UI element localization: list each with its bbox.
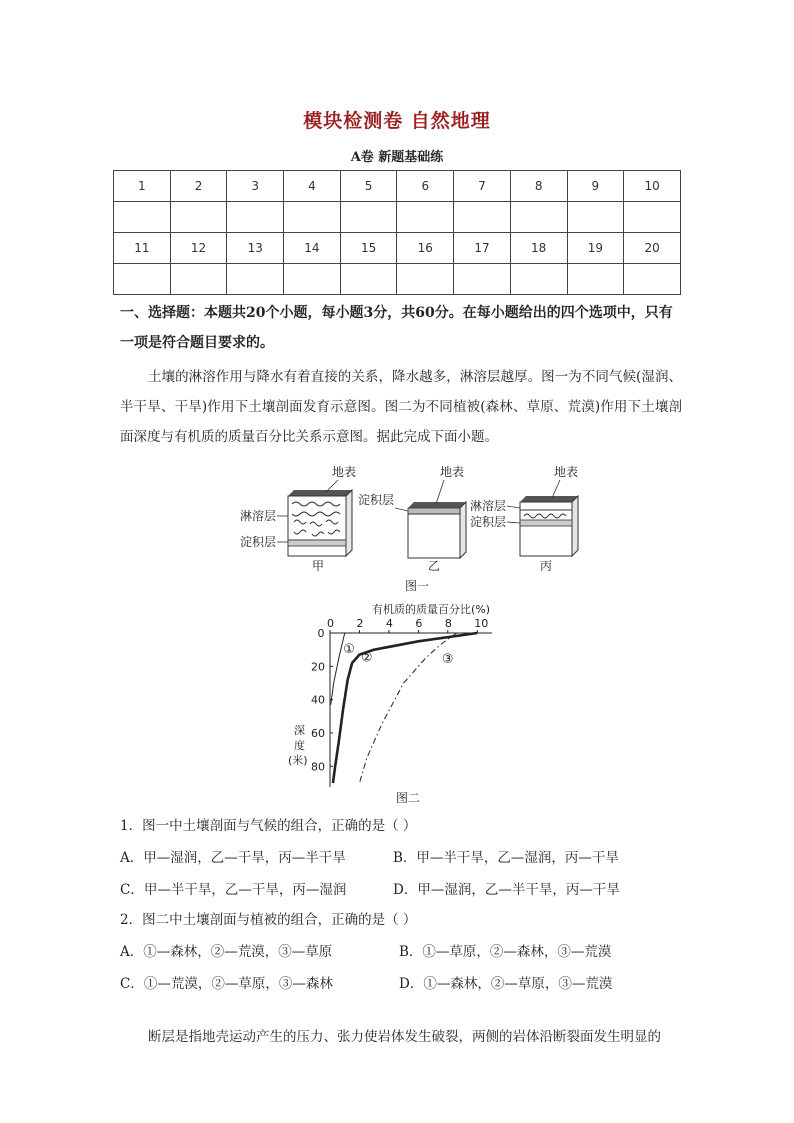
y-axis-label-3: (米) (288, 754, 308, 767)
series-label-2: ② (360, 650, 373, 666)
question-number-cell: 13 (227, 233, 284, 264)
question-2-option-a[interactable]: A．①—森林，②—荒漠，③—草原 (120, 944, 333, 960)
question-number-cell: 8 (510, 171, 567, 202)
answer-cell[interactable] (567, 264, 624, 295)
page-title: 模块检测卷 自然地理 (303, 110, 491, 132)
chart-x-ticks (327, 617, 488, 633)
x-tick-label: 4 (385, 617, 393, 630)
answer-cell[interactable] (284, 264, 341, 295)
x-tick-label: 10 (474, 617, 489, 630)
question-1-option-a[interactable]: A．甲—湿润，乙—干旱，丙—半干旱 (120, 850, 346, 866)
series-label-3: ③ (441, 652, 454, 667)
question-1-option-d[interactable]: D．甲—湿润，乙—半干旱，丙—干旱 (393, 882, 620, 898)
question-number-cell: 14 (284, 233, 341, 264)
answer-cell[interactable] (114, 264, 171, 295)
intro-passage: 土壤的淋溶作用与降水有着直接的关系，降水越多，淋溶层越厚。图一为不同气候(湿润、半干旱、干旱)作用下土壤剖面发育示意图。图二为不同植被(森林、草原、荒漠)作用下土壤剖面深度与有机质的质量百分比关系示意图。据此完成下面小题。 (120, 369, 682, 445)
answer-blank-row (114, 202, 681, 233)
surface-label-jia: 地表 (332, 465, 357, 479)
y-tick-label: 20 (311, 660, 325, 674)
question-number-cell: 19 (567, 233, 624, 264)
answer-cell[interactable] (340, 202, 397, 233)
question-number-cell: 4 (284, 171, 341, 202)
figure-2-caption: 图二 (396, 791, 421, 805)
question-number-cell: 18 (510, 233, 567, 264)
question-number-cell: 5 (340, 171, 397, 202)
answer-cell[interactable] (624, 264, 681, 295)
answer-cell[interactable] (397, 202, 454, 233)
question-number-cell: 16 (397, 233, 454, 264)
question-number-cell: 15 (340, 233, 397, 264)
answer-cell[interactable] (397, 264, 454, 295)
page-subtitle: A卷 新题基础练 (350, 150, 444, 165)
answer-number-row (114, 171, 681, 202)
leaching-label-bing: 淋溶层 (470, 499, 507, 513)
y-tick-label: 40 (311, 693, 325, 707)
deposit-label-jia: 淀积层 (240, 535, 277, 549)
answer-blank-row (114, 264, 681, 295)
question-number-cell: 2 (170, 171, 227, 202)
answer-cell[interactable] (510, 202, 567, 233)
y-axis-label-1: 深 (294, 724, 305, 737)
answer-cell[interactable] (227, 264, 284, 295)
profile-yi (408, 502, 466, 558)
leaching-label-jia: 淋溶层 (240, 509, 277, 523)
section-heading: 一、选择题：本题共20个小题，每小题3分，共60分。在每小题给出的四个选项中，只有一项是符合题目要求的。 (120, 305, 673, 351)
question-number-cell: 7 (454, 171, 511, 202)
y-tick-label: 60 (311, 727, 325, 740)
surface-label-bing: 地表 (554, 465, 579, 479)
question-number-cell: 6 (397, 171, 454, 202)
figure-1-soil-profiles (230, 458, 600, 593)
deposit-label-yi: 淀积层 (358, 493, 395, 507)
figure-1-caption: 图一 (405, 579, 430, 593)
question-number-cell: 17 (454, 233, 511, 264)
series-label-1: ① (343, 642, 355, 657)
answer-cell[interactable] (170, 264, 227, 295)
question-1-option-b[interactable]: B．甲—半干旱，乙—湿润，丙—干旱 (393, 850, 619, 866)
x-tick-label: 0 (327, 617, 334, 630)
y-axis-label-2: 度 (294, 739, 305, 752)
x-tick-label: 8 (444, 617, 452, 630)
profile-name-yi: 乙 (428, 559, 441, 573)
answer-cell[interactable] (454, 202, 511, 233)
answer-table (113, 170, 681, 295)
next-passage: 断层是指地壳运动产生的压力、张力使岩体发生破裂，两侧的岩体沿断裂面发生明显的 (148, 1029, 661, 1045)
y-tick-label: 0 (317, 627, 325, 640)
question-number-cell: 9 (567, 171, 624, 202)
question-number-cell: 11 (114, 233, 171, 264)
profile-name-jia: 甲 (312, 559, 325, 573)
profile-jia (288, 490, 352, 556)
question-1-stem: 1．图一中土壤剖面与气候的组合，正确的是（ ） (120, 818, 417, 834)
surface-label-yi: 地表 (440, 465, 465, 479)
figure-2-chart (280, 600, 520, 810)
answer-cell[interactable] (454, 264, 511, 295)
answer-cell[interactable] (624, 202, 681, 233)
deposit-label-bing: 淀积层 (470, 515, 507, 529)
question-number-cell: 12 (170, 233, 227, 264)
x-tick-label: 2 (356, 617, 364, 630)
question-2-stem: 2．图二中土壤剖面与植被的组合，正确的是（ ） (120, 912, 417, 928)
answer-cell[interactable] (340, 264, 397, 295)
answer-cell[interactable] (284, 202, 341, 233)
answer-cell[interactable] (114, 202, 171, 233)
x-tick-label: 6 (415, 617, 423, 630)
question-2-option-d[interactable]: D．①—森林，②—草原，③—荒漠 (399, 976, 613, 992)
y-tick-label: 80 (311, 760, 325, 774)
question-2-option-c[interactable]: C．①—荒漠，②—草原，③—森林 (120, 976, 333, 992)
question-2-option-b[interactable]: B．①—草原，②—森林，③—荒漠 (399, 944, 612, 960)
chart-title: 有机质的质量百分比(%) (372, 603, 491, 616)
question-number-cell: 1 (114, 171, 171, 202)
answer-cell[interactable] (510, 264, 567, 295)
answer-cell[interactable] (227, 202, 284, 233)
answer-cell[interactable] (567, 202, 624, 233)
answer-number-row (114, 233, 681, 264)
profile-name-bing: 丙 (540, 559, 553, 573)
question-number-cell: 3 (227, 171, 284, 202)
question-1-option-c[interactable]: C．甲—半干旱，乙—干旱，丙—湿润 (120, 882, 347, 898)
question-number-cell: 20 (624, 233, 681, 264)
profile-bing (520, 496, 578, 556)
question-number-cell: 10 (624, 171, 681, 202)
answer-cell[interactable] (170, 202, 227, 233)
